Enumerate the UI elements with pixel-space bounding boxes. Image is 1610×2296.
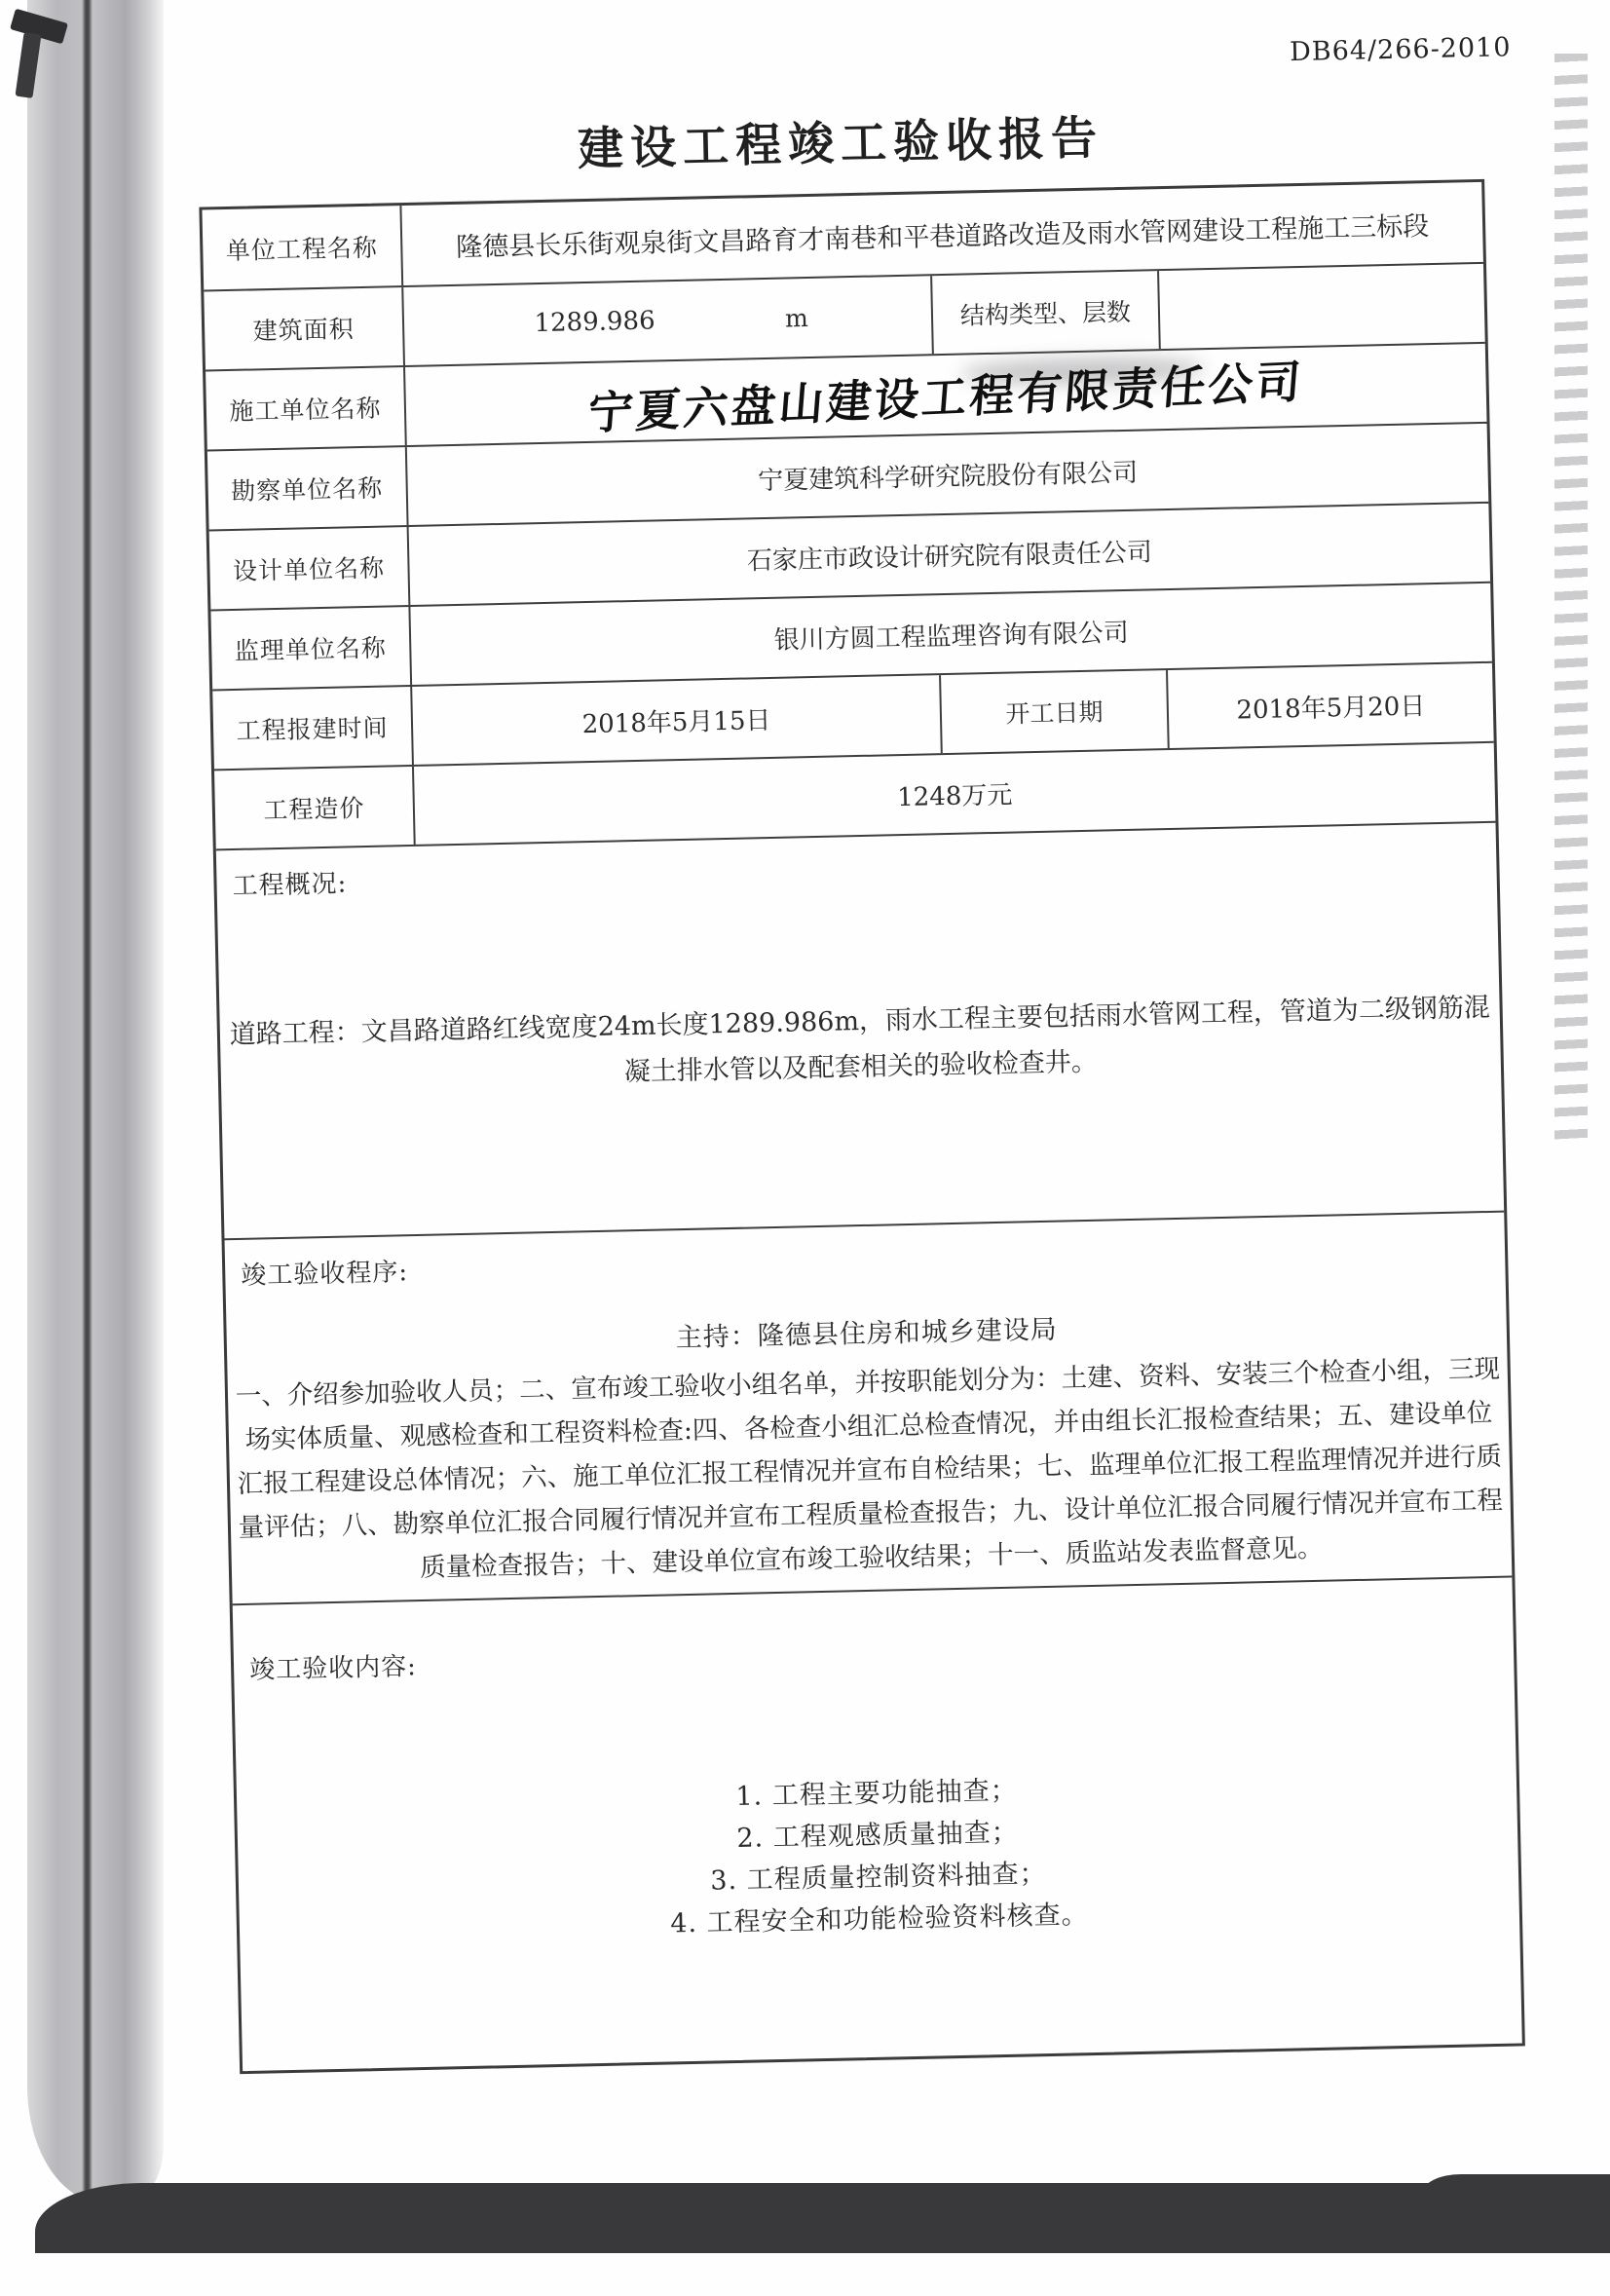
building-area-unit: m [784, 303, 809, 333]
report-date-label: 工程报建时间 [212, 687, 414, 769]
procedure-host-line: 主持：隆德县住房和城乡建设局 [675, 1314, 1059, 1354]
content-item: 3. 工程质量控制资料抽查； [709, 1859, 1047, 1897]
content-item: 2. 工程观感质量抽查； [736, 1817, 1019, 1854]
content-item: 4. 工程安全和功能检验资料核查。 [669, 1900, 1089, 1939]
section-acceptance-content [233, 1576, 1522, 2072]
start-date-value: 2018年5月20日 [1236, 691, 1426, 726]
building-area-value: 1289.986 [534, 306, 655, 339]
page-title: 建设工程竣工验收报告 [577, 111, 1105, 177]
procedure-text: 一、介绍参加验收人员；二、宣布竣工验收小组名单，并按职能划分为：土建、资料、安装三个检查小组，三现场实体质量、观感检查和工程资料检查:四、各检查小组汇总检查情况，并由组长汇报检查结果；五、建设单位汇报工程建设总体情况；六、施工单位汇报工程情况并宣布自检结果；七、监理单位汇报工程监理情况并进行质量评估；八、勘察单位汇报合同履行情况并宣布工程质量检查报告；九、设计单位汇报合同履行情况并宣布工程质量检查报告；十、建设单位宣布竣工验收结果；十一、质监站发表监督意见。 [235, 1353, 1504, 1584]
overview-text: 道路工程：文昌路道路红线宽度24m长度1289.986m，雨水工程主要包括雨水管网工程，管道为二级钢筋混凝土排水管以及配套相关的验收检查井。 [229, 992, 1491, 1088]
supervision-unit-label: 监理单位名称 [210, 607, 412, 689]
start-date-label: 开工日期 [939, 670, 1170, 753]
building-area-value-cell [403, 276, 932, 365]
procedure-label: 竣工验收程序: [241, 1258, 409, 1291]
report-table [199, 179, 1525, 2074]
overview-label: 工程概况: [232, 869, 348, 902]
unit-project-label: 单位工程名称 [202, 206, 403, 289]
report-date-value: 2018年5月15日 [581, 705, 771, 739]
content-item: 1. 工程主要功能抽查； [735, 1775, 1019, 1812]
content-items [237, 1759, 1519, 1955]
project-cost-label: 工程造价 [214, 767, 416, 848]
unit-project-value: 隆德县长乐街观泉街文昌路育才南巷和平巷道路改造及雨水管网建设工程施工三标段 [456, 210, 1430, 263]
structure-type-value [1159, 264, 1485, 349]
survey-unit-label: 勘察单位名称 [207, 447, 409, 529]
supervision-unit-value: 银川方圆工程监理咨询有限公司 [773, 618, 1129, 656]
project-cost-value: 1248万元 [896, 780, 1013, 812]
survey-unit-value: 宁夏建筑科学研究院股份有限公司 [757, 458, 1139, 496]
design-unit-value: 石家庄市政设计研究院有限责任公司 [746, 537, 1153, 576]
standard-code: DB64/266-2010 [1289, 32, 1512, 68]
structure-type-label: 结构类型、层数 [930, 271, 1161, 354]
construction-unit-label: 施工单位名称 [206, 367, 407, 449]
building-area-label: 建筑面积 [204, 287, 405, 369]
design-unit-label: 设计单位名称 [209, 527, 411, 609]
section-project-overview [216, 821, 1504, 1239]
section-acceptance-procedure [224, 1211, 1512, 1604]
construction-unit-handwritten-value: 宁夏六盘山建设工程有限责任公司 [585, 355, 1306, 440]
content-label: 竣工验收内容: [248, 1652, 418, 1685]
